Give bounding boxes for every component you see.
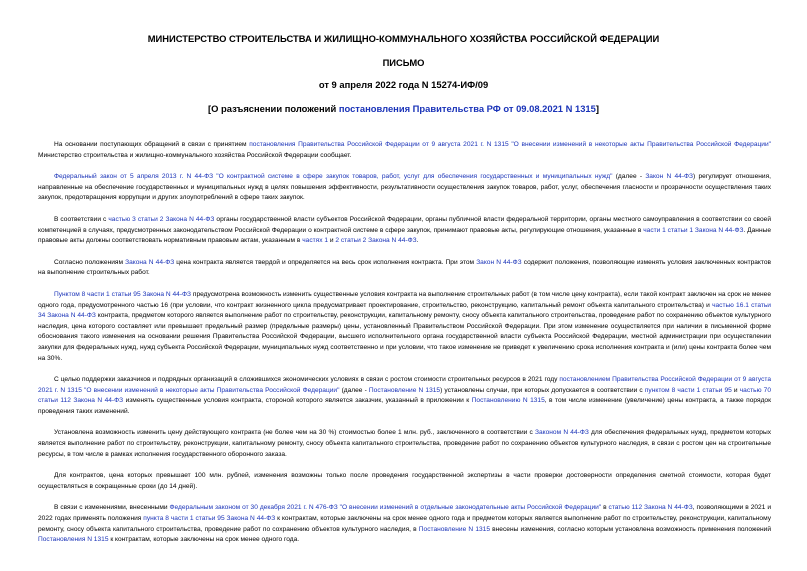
paragraph-text: , позволяющими в 2021 и 2022 годах применять положения bbox=[38, 504, 771, 523]
paragraph-text: содержит положения, позволяющие изменять условия заключенных контрактов на выполнение строительных работ. bbox=[38, 258, 772, 277]
subject-open: [О разъяснении положений bbox=[208, 103, 339, 114]
paragraph-text: и bbox=[731, 386, 740, 394]
document-link[interactable]: Пунктом 8 части 1 статьи 95 Закона N 44-ФЗ bbox=[54, 290, 192, 298]
paragraph-text: На основании поступающих обращений в связи с принятием bbox=[54, 141, 250, 148]
document-link[interactable]: постановления Правительства Российской Федерации от 9 августа 2021 г. N 1315 "О внесении изменений в некоторые акты Правительства Российской Федерации" bbox=[249, 141, 772, 148]
paragraph-text: и bbox=[328, 237, 336, 245]
paragraph-text: ) установлены случаи, при которых допускается в соответствии с bbox=[440, 386, 645, 394]
paragraph-text: . bbox=[416, 237, 419, 245]
document-link[interactable]: Федеральный закон от 5 апреля 2013 г. N 44-ФЗ "О контрактной системе в сфере закупок товаров, работ, услуг для обеспечения государственных и муниципальных нужд" bbox=[54, 173, 613, 181]
document-link[interactable]: Постановления N 1315 bbox=[38, 536, 109, 544]
paragraph-text: к контрактам, которые заключены на срок менее одного года и предметом которых является выполнение работ по строительству, реконструкции, капитальному ремонту, сносу объекта капитального строительства, проведение работ по сохранению объектов культурного наследия, в bbox=[38, 515, 771, 533]
document-body bbox=[38, 140, 771, 557]
document-link[interactable]: частью 3 статьи 2 Закона N 44-ФЗ bbox=[108, 215, 215, 223]
paragraph-text: органы государственной власти субъектов Российской Федерации, органы публичной власти федеральной территории, органы местного самоуправления в соответствии со своей компетенцией в случаях, предусмотренных законодательством Российской Федерации о контрактной системе в сфере закупок, принимают правовые акты, регулирующие отношения, указанные в bbox=[38, 215, 772, 234]
paragraph bbox=[38, 428, 771, 460]
paragraph-text: В соответствии с bbox=[54, 215, 109, 223]
paragraph-text: (далее - bbox=[612, 173, 646, 181]
paragraph-text: Согласно положениям bbox=[54, 258, 126, 266]
document-link[interactable]: Постановление N 1315 bbox=[418, 525, 491, 533]
paragraph-text: , в том числе изменение (увеличение) цены контракта, а также порядок проведения таких изменений. bbox=[38, 397, 771, 415]
paragraph bbox=[38, 140, 771, 161]
document-link[interactable]: Законом N 44-ФЗ bbox=[535, 429, 589, 437]
paragraph bbox=[38, 258, 771, 279]
paragraph-text: предусмотрена возможность изменить существенные условия контракта на выполнение строительных работ (в том числе цену контракта), если такой контракт заключен на срок не менее одного года, предусмотренного частью 16 (при условии, что контракт жизненного цикла предусматривает проектирование, строительство, реконструкцию, капитальный ремонт объекта капитального строительства) и bbox=[38, 290, 772, 309]
ministry-heading: МИНИСТЕРСТВО СТРОИТЕЛЬСТВА И ЖИЛИЩНО-КОММУНАЛЬНОГО ХОЗЯЙСТВА РОССИЙСКОЙ ФЕДЕРАЦИИ bbox=[147, 33, 660, 44]
paragraph bbox=[38, 215, 771, 247]
document-link[interactable]: Постановлению N 1315 bbox=[471, 397, 545, 405]
paragraph-text: в bbox=[601, 504, 609, 512]
paragraph-text: к контрактам, которые заключены на срок менее одного года. bbox=[108, 536, 300, 544]
document-link[interactable]: части 1 статьи 1 Закона N 44-ФЗ bbox=[643, 226, 744, 234]
paragraph bbox=[38, 375, 771, 417]
paragraph-text: С целью поддержки заказчиков и подрядных организаций в сложившихся экономических условиях в связи с ростом стоимости строительных ресурсов в 2021 году bbox=[54, 376, 560, 384]
document-link[interactable]: статью 112 Закона N 44-ФЗ bbox=[608, 504, 693, 512]
paragraph bbox=[38, 172, 771, 204]
document-link[interactable]: Закон N 44-ФЗ bbox=[476, 258, 522, 266]
document-link[interactable]: Федеральным законом от 30 декабря 2021 г. N 476-ФЗ "О внесении изменений в отдельные законодательные акты Российской Федерации" bbox=[169, 504, 602, 512]
subject-link[interactable]: постановления Правительства РФ от 09.08.2021 N 1315 bbox=[338, 103, 596, 114]
paragraph bbox=[38, 471, 771, 492]
paragraph-text: В связи с изменениями, внесенными bbox=[54, 504, 170, 512]
document-link[interactable]: пунктом 8 части 1 статьи 95 bbox=[644, 386, 732, 394]
paragraph-text: внесены изменения, согласно которым установлена возможность применения положений bbox=[490, 525, 772, 533]
paragraph-text: контракта, предметом которого является выполнение работ по строительству, реконструкции, капитальному ремонту, сносу объекта капитального строительства, проведение работ по сохранению объектов культурного наследия, цена которого составляет или превышает предельный размер (предельные размеры) цены, установленный Правительством Российской Федерации. При этом изменение осуществляется при наличии в письменной форме обоснования такого изменения на основании решения Правительства Российской Федерации, высшего исполнительного органа государственной власти субъекта Российской Федерации, местной администрации при осуществлении закупки для федеральных нужд, нужд субъекта Российской Федерации, муниципальных нужд соответственно и при условии, что такое изменение не приведет к увеличению срока исполнения контракта и (или) цены контракта более чем на 30%. bbox=[38, 312, 771, 362]
paragraph bbox=[38, 290, 771, 364]
document-link[interactable]: пункта 8 части 1 статьи 95 Закона N 44-ФЗ bbox=[143, 515, 276, 523]
paragraph-text: Установлена возможность изменить цену действующего контракта (не более чем на 30 %) стоимостью более 1 млн. руб., заключенного в соответствии с bbox=[54, 429, 536, 437]
document-subject bbox=[0, 103, 807, 114]
document-link[interactable]: частью 16.1 статьи 34 Закона N 44-ФЗ bbox=[38, 301, 771, 320]
paragraph-text: . Данные правовые акты должны соответствовать нормативным правовым актам, указанным в bbox=[38, 226, 771, 245]
document-link[interactable]: Закон N 44-ФЗ bbox=[645, 173, 694, 181]
document-link[interactable]: Закона N 44-ФЗ bbox=[125, 258, 175, 266]
paragraph-text: ) регулирует отношения, направленные на обеспечение государственных и муниципальных нужд в целях повышения эффективности, результативности осуществления закупок товаров, работ, услуг, обеспечения гласности и прозрачности осуществления таких закупок, предотвращения коррупции и других злоупотреблений в сфере таких закупок. bbox=[38, 173, 771, 202]
document-link[interactable]: 2 статьи 2 Закона N 44-ФЗ bbox=[335, 237, 417, 245]
subject-close: ] bbox=[595, 103, 599, 114]
document-link[interactable]: частях 1 bbox=[302, 237, 329, 245]
paragraph-text: (далее - bbox=[339, 386, 369, 394]
document-link[interactable]: Постановление N 1315 bbox=[368, 386, 441, 394]
document-link[interactable]: постановлением Правительства Российской Федерации от 9 августа 2021 г. N 1315 "О внесении изменений в некоторые акты Правительства Российской Федерации" bbox=[38, 376, 771, 394]
document-link[interactable]: частью 70 статьи 112 Закона N 44-ФЗ bbox=[38, 386, 771, 405]
document-date-number: от 9 апреля 2022 года N 15274-ИФ/09 bbox=[318, 79, 489, 90]
paragraph-text: цена контракта является твердой и определяется на весь срок исполнения контракта. При этом bbox=[174, 258, 477, 266]
paragraph-text: Для контрактов, цена которых превышает 100 млн. рублей, изменения возможны только после проведения государственной экспертизы в части проверки достоверности определения сметной стоимости, которая будет осуществляться в сокращенные сроки (до 14 дней). bbox=[38, 472, 771, 490]
paragraph bbox=[38, 503, 771, 545]
paragraph-text: Министерство строительства и жилищно-коммунального хозяйства Российской Федерации сообщает. bbox=[38, 151, 352, 159]
document-type: ПИСЬМО bbox=[382, 57, 425, 68]
paragraph-text: для обеспечения федеральных нужд, предметом которых является выполнение работ по строительству, реконструкции, капитальному ремонту, сносу объекта капитального строительства, проведение работ по сохранению объектов культурного наследия, в связи с ростом цен на строительные ресурсы, в том числе в рамках исполнения государственного оборонного заказа. bbox=[38, 429, 771, 458]
paragraph-text: изменять существенные условия контракта, стороной которого является заказчик, указанный в приложении к bbox=[123, 397, 472, 405]
